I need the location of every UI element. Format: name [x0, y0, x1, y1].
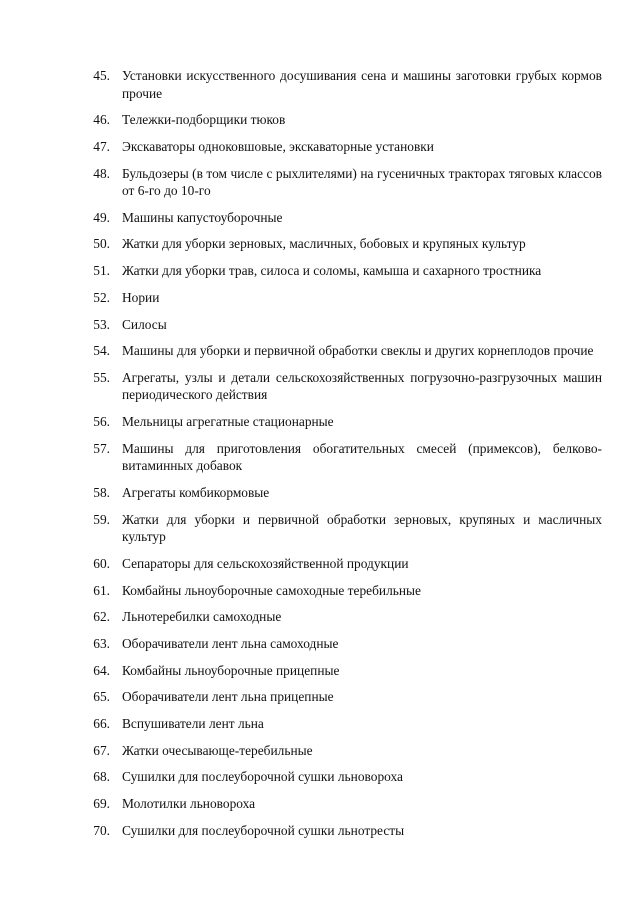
list-item [86, 262, 602, 280]
item-number: 48. [93, 165, 110, 181]
item-text: Сушилки для послеуборочной сушки льновороха [122, 769, 403, 785]
item-text: Экскаваторы одноковшовые, экскаваторные установки [122, 138, 434, 154]
item-text: Молотилки льновороха [122, 796, 256, 811]
item-number: 67. [93, 742, 110, 758]
equipment-list [86, 67, 602, 848]
list-item [86, 715, 602, 733]
list-item [86, 316, 602, 334]
item-text: Оборачиватели лент льна самоходные [122, 635, 339, 651]
list-item [86, 511, 602, 546]
list-item [86, 342, 602, 360]
item-text: Льнотеребилки самоходные [122, 609, 282, 625]
list-item [86, 369, 602, 404]
list-item [86, 555, 602, 573]
item-number: 69. [93, 796, 110, 811]
item-text: Нории [122, 289, 160, 305]
item-text: Бульдозеры (в том числе с рыхлителями) на гусеничных тракторах тяговых классов от 6-го до 10-го [122, 165, 602, 199]
item-number: 52. [93, 289, 110, 305]
item-number: 56. [93, 414, 110, 430]
item-text: Вспушиватели лент льна [122, 715, 264, 731]
list-item [86, 582, 602, 600]
list-item [86, 608, 602, 626]
list-item [86, 742, 602, 760]
item-number: 51. [93, 263, 110, 279]
item-number: 68. [93, 769, 110, 785]
list-item [86, 795, 602, 813]
item-text: Сепараторы для сельскохозяйственной продукции [122, 555, 409, 571]
item-text: Мельницы агрегатные стационарные [122, 414, 334, 430]
item-text: Агрегаты комбикормовые [122, 484, 270, 500]
list-item [86, 67, 602, 102]
item-text: Жатки для уборки трав, силоса и соломы, камыша и сахарного тростника [122, 263, 542, 279]
item-text: Силосы [122, 316, 167, 332]
item-number: 70. [93, 822, 110, 838]
item-text: Машины для приготовления обогатительных смесей (примексов), белково-витаминных добавок [122, 440, 602, 474]
item-number: 62. [93, 609, 110, 625]
item-number: 57. [93, 440, 110, 456]
item-number: 61. [93, 582, 110, 598]
list-item [86, 289, 602, 307]
item-text: Установки искусственного досушивания сена и машины заготовки грубых кормов прочие [122, 68, 602, 101]
item-number: 64. [93, 662, 110, 678]
list-item [86, 165, 602, 200]
list-item [86, 484, 602, 502]
item-number: 66. [93, 715, 110, 731]
item-number: 59. [93, 511, 110, 527]
item-text: Жатки очесывающе-теребильные [122, 742, 313, 758]
list-item [86, 822, 602, 840]
list-item [86, 440, 602, 475]
list-item [86, 662, 602, 680]
item-number: 55. [93, 369, 110, 385]
item-number: 54. [93, 343, 110, 359]
item-number: 47. [93, 138, 110, 154]
item-text: Машины капустоуборочные [122, 209, 283, 225]
item-number: 58. [93, 484, 110, 500]
item-number: 63. [93, 635, 110, 651]
item-text: Оборачиватели лент льна прицепные [122, 689, 334, 705]
item-text: Жатки для уборки и первичной обработки зерновых, крупяных и масличных культур [122, 511, 602, 545]
item-text: Агрегаты, узлы и детали сельскохозяйственных погрузочно-разгрузочных машин периодического действия [122, 369, 602, 403]
list-item [86, 413, 602, 431]
list-item [86, 635, 602, 653]
item-text: Тележки-подборщики тюков [122, 112, 286, 128]
list-item [86, 209, 602, 227]
item-number: 46. [93, 112, 110, 128]
item-text: Сушилки для послеуборочной сушки льнотресты [122, 822, 405, 838]
item-text: Машины для уборки и первичной обработки свеклы и других корнеплодов прочие [122, 343, 594, 359]
item-number: 50. [93, 236, 110, 252]
item-number: 53. [93, 316, 110, 332]
list-item [86, 768, 602, 786]
item-number: 60. [93, 555, 110, 571]
item-text: Жатки для уборки зерновых, масличных, бобовых и крупяных культур [122, 236, 526, 252]
item-number: 45. [93, 68, 110, 83]
list-item [86, 688, 602, 706]
item-number: 49. [93, 209, 110, 225]
list-item [86, 138, 602, 156]
item-text: Комбайны льноуборочные самоходные теребильные [122, 582, 421, 598]
list-item [86, 235, 602, 253]
item-number: 65. [93, 689, 110, 705]
item-text: Комбайны льноуборочные прицепные [122, 662, 340, 678]
list-item [86, 111, 602, 129]
